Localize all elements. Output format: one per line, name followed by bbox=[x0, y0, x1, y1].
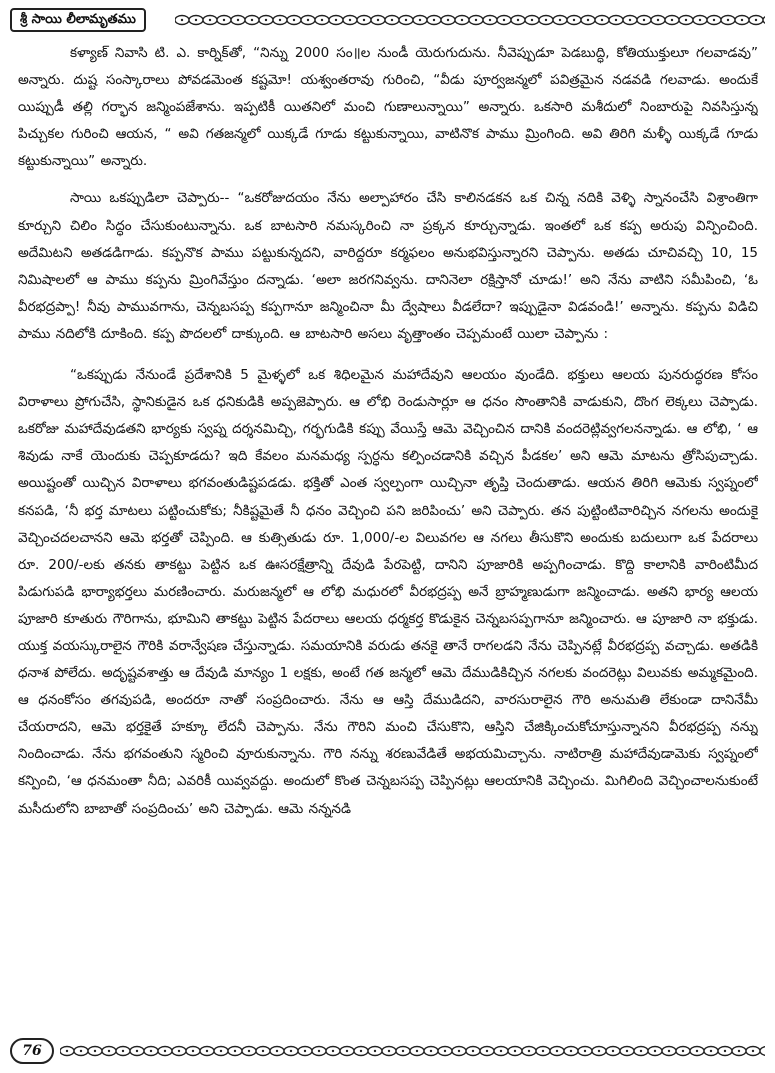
paragraph-frog-snake: సాయి ఒకప్పుడిలా చెప్పారు-- “ఒకరోజుదయం నేను అల్పాహారం చేసి కాలినడకన ఒక చిన్న నదికి వెళ్ళి స్నానంచేసి విశ్రాంతిగా కూర్చుని చిలిం సిద్ధం చేసుకుంటున్నాను. ఒక బాటసారి నమస్కరించి నా ప్రక్కన కూర్చున్నాడు. ఇంతలో ఒక కప్ప అరుపు విన్పించింది. అదేమిటని అతడడిగాడు. కప్పనొక పాము పట్టుకున్నదని, వారిద్దరూ కర్మఫలం అనుభవిస్తున్నారని చెప్పాను. అతడు చూచివచ్చి 10, 15 నిమిషాలలో ఆ పాము కప్పను మ్రింగివేస్తుం దన్నాడు. ‘అలా జరగనివ్వను. దానినెలా రక్షిస్తానో చూడు!’ అని నేను వాటిని సమీపించి, ‘ఓ వీరభద్రప్పా! నీవు పామువగాను, చెన్నబసప్ప కప్పగానూ జన్మించినా మీ ద్వేషాలు వీడలేదా? ఇప్పుడైనా విడవండి!’ అన్నాను. కప్పను విడిచి పాము నదిలోకి దూకింది. కప్ప పొదలలో దాక్కుంది. ఆ బాటసారి అసలు వృత్తాంతం చెప్పమంటే యిలా చెప్పాను : bbox=[18, 190, 758, 342]
page-body bbox=[18, 40, 758, 1025]
decorative-border-bottom bbox=[60, 1045, 765, 1057]
paragraph-karnik: కళ్యాణ్ నివాసి టి. ఎ. కార్నిక్‌తో, “నిన్ను 2000 సం॥ల నుండీ యెరుగుదును. నీవెప్పుడూ పెడబుద్ధి, కోతియుక్తులూ గలవాడవు” అన్నారు. దుష్ట సంస్కారాలు పోవడమెంత కష్టమో! యశ్వంతరావు గురించి, “వీడు పూర్వజన్మలో పవిత్రమైన నడవడి గలవాడు. అందుకే యిప్పుడీ తల్లి గర్భాన జన్మింపజేశాను. ఇప్పటికీ యితనిలో మంచి గుణాలున్నాయి” అన్నారు. ఒకసారి మశీదులో నింబారుపై నివసిస్తున్న పిచ్చుకల గురించి ఆయన, “ అవి గతజన్మలో యిక్కడే గూడు కట్టుకున్నాయి, వాటినొక పాము మ్రింగింది. అవి తిరిగి మళ్ళీ యిక్కడే గూడు కట్టుకున్నాయి” అన్నారు. bbox=[18, 45, 758, 170]
book-title: శ్రీ సాయి లీలామృతము bbox=[10, 8, 146, 32]
decorative-border-top bbox=[175, 14, 765, 26]
page-footer bbox=[10, 1038, 765, 1068]
page-header bbox=[10, 8, 765, 34]
page-number: 76 bbox=[10, 1038, 54, 1064]
paragraph-temple-story: “ఒకప్పుడు నేనుండే ప్రదేశానికి 5 మైళ్ళలో ఒక శిధిలమైన మహాదేవుని ఆలయం వుండేది. భక్తులు ఆలయ పునరుద్ధరణ కోసం విరాళాలు ప్రోగుచేసి, స్థానికుడైన ఒక ధనికుడికి అప్పజెప్పారు. ఆ లోభి రెండుసార్లూ ఆ ధనం సొంతానికి వాడుకుని, దొంగ లెక్కలు చెప్పాడు. ఒకరోజు మహాదేవుడతని భార్యకు స్వప్న దర్శనమిచ్చి, గర్భగుడికి కప్పు వేయిస్తే ఆమె వెచ్చించిన దానికి వందరెట్లివ్వగలనన్నాడు. ఆ లోభి, ‘ ఆ శివుడు నాకే యెందుకు చెప్పకూడదు? ఇది కేవలం మనమధ్య స్పర్ధను కల్పించడానికి వచ్చిన పీడకల’ అని ఆమె మాటను త్రోసిపుచ్చాడు. అయిష్టంతో యిచ్చిన విరాళాలు భగవంతుడిష్టపడడు. భక్తితో ఎంత స్వల్పంగా యిచ్చినా తృప్తి చెందుతాడు. ఆయన తిరిగి ఆమెకు స్వప్నంలో కనపడి, ‘నీ భర్త మాటలు పట్టించుకోకు; నీకిష్టమైతే నీ ధనం వెచ్చించి పని జరిపించు’ అని చెప్పారు. తన పుట్టింటివారిచ్చిన నగలను అందుకై వెచ్చించదలచానని ఆమె భర్తతో చెప్పింది. ఆ కుత్సితుడు రూ. 1,000/-ల విలువగల ఆ నగలు తీసుకొని అందుకు బదులుగా ఒక పేదరాలు రూ. 200/-లకు తనకు తాకట్టు పెట్టిన ఒక ఊసరక్షేత్రాన్ని దేవుడి పేరపెట్టి, దానిని పూజారికి అప్పగించాడు. కొద్ది కాలానికి వారింటిమీద పిడుగుపడి భార్యాభర్తలు మరణించారు. మరుజన్మలో ఆ లోభి మధురలో వీరభద్రప్ప అనే బ్రాహ్మణుడుగా జన్మించాడు. అతని భార్య ఆలయ పూజారి కూతురు గౌరిగాను, భూమిని తాకట్టు పెట్టిన పేదరాలు ఆలయ ధర్మకర్త కొడుకైన చెన్నబసప్పగానూ జన్మించారు. ఆ పూజారి నా భక్తుడు. యుక్త వయస్కురాలైన గౌరికి వరాన్వేషణ చేస్తున్నాడు. సమయానికి వరుడు తనకై తానే రాగలడని నేను చెప్పినట్లే వీరభద్రప్ప వచ్చాడు. అతడికి ధనాశ పోలేదు. అదృష్టవశాత్తు ఆ దేవుడి మాన్యం 1 లక్షకు, అంటే గత జన్మలో ఆమె దేముడికిచ్చిన నగలకు వందరెట్లు విలువకు అమ్మకమైంది. ఆ ధనంకోసం తగవుపడి, అందరూ నాతో సంప్రదించారు. నేను ఆ ఆస్తి దేముడిదని, వారసురాలైన గౌరి అనుమతి లేకుండా దానినేమీ చేయరాదని, ఆమె భర్తకైతే హక్కూ లేదనీ చెప్పాను. నేను గౌరిని మంచి చేసుకొని, ఆస్తిని చేజిక్కించుకోచూస్తున్నానని వీరభద్రప్ప నన్ను నిందించాడు. నేను భగవంతుని స్మరించి వూరుకున్నాను. గౌరి నన్ను శరణువేడితే అభయమిచ్చాను. నాటిరాత్రి మహాదేవుడామెకు స్వప్నంలో కన్పించి, ‘ఆ ధనమంతా నీది; ఎవరికీ యివ్వవద్దు. అందులో కొంత చెన్నబసప్ప చెప్పినట్లు ఆలయానికి వెచ్చించు. మిగిలింది వెచ్చించాలనుకుంటే మసీదులోని బాబాతో సంప్రదించు’ అని చెప్పాడు. ఆమె నన్ననడి bbox=[18, 367, 758, 817]
